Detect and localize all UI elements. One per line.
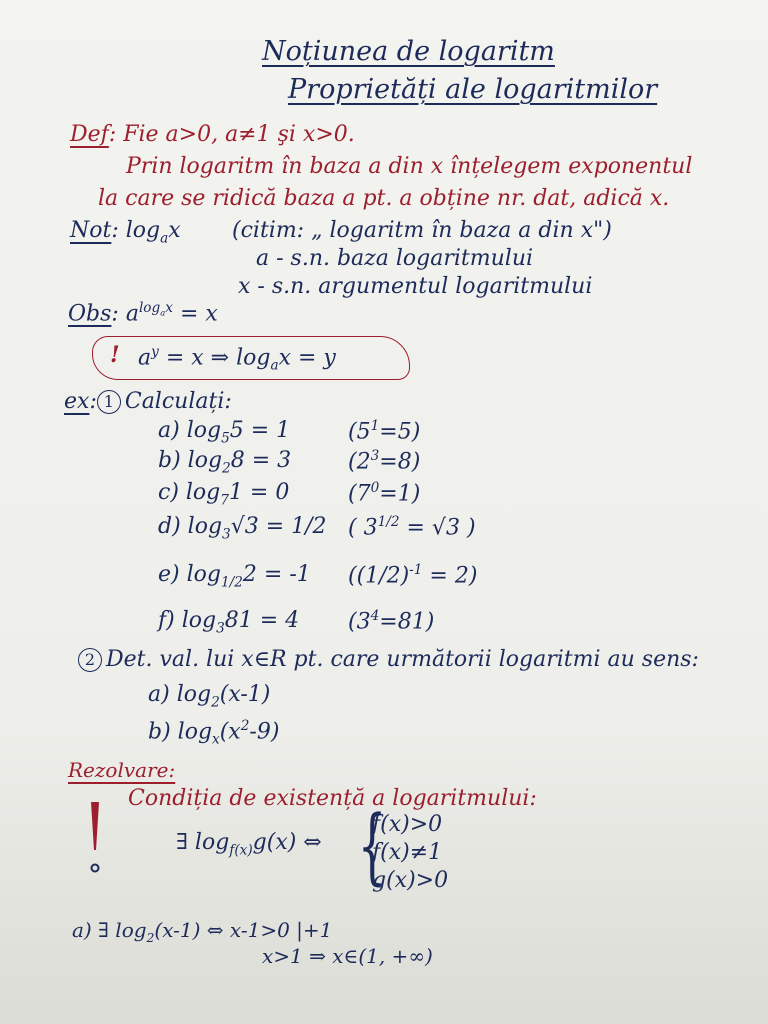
example1-check [348, 564, 477, 587]
example1-item: c) $\log_71 = 0$ [158, 480, 290, 509]
key-implies-log: = x ⇒ log [158, 345, 271, 371]
solution-label: Rezolvare: [68, 758, 176, 782]
example2-b-rest: -9) [249, 719, 280, 745]
example2-a-base: 2 [211, 694, 220, 711]
check-base: ( 3 [348, 515, 378, 541]
check-rest: =81) [379, 609, 435, 635]
example2-b-exp: 2 [240, 718, 250, 734]
observation-line [68, 302, 218, 325]
notation-base: a [160, 230, 169, 247]
item-base: 7 [220, 492, 229, 509]
check-rest: = √3 ) [399, 515, 476, 541]
example1-item: b) $\log_28 = 3$ [158, 448, 292, 477]
check-base: (5 [348, 419, 371, 445]
warning-mark-icon [88, 800, 102, 880]
check-rest: =1) [379, 481, 421, 507]
item-base: 2 [222, 460, 231, 477]
example1-title: Calculați: [124, 389, 232, 414]
item-base: 5 [221, 430, 230, 447]
item-letter: b) [158, 448, 181, 473]
example2-b-letter: b) [148, 719, 171, 745]
check-base: ((1/2) [348, 563, 410, 589]
notation-arg: x [168, 218, 181, 243]
item-base: 1/2 [220, 574, 243, 591]
item-result: 2 = -1 [242, 562, 311, 587]
observation-exp-base: a [160, 307, 166, 318]
example2-b-base: x [212, 731, 220, 748]
example1-item: f) $\log_381 = 4$ [158, 608, 300, 637]
item-letter: c) [158, 480, 179, 505]
definition-label: Def [70, 122, 109, 147]
example2-b-arg: (x [219, 719, 241, 745]
item-letter: d) [158, 514, 181, 539]
observation-label: Obs [68, 301, 112, 327]
notation-line [70, 220, 181, 246]
item-result: √3 = 1/2 [230, 514, 327, 539]
example1-item: a) $\log_55 = 1$ [158, 418, 291, 447]
key-log-base: a [270, 357, 279, 374]
notation-base-def: a - s.n. baza logaritmului [256, 246, 534, 271]
key-identity [138, 346, 336, 373]
example2-item-a: a) $\log_2(x-1)$ [148, 682, 271, 711]
observation-rhs: = x [172, 301, 218, 327]
example2-number: 2 [78, 648, 102, 672]
check-base: (3 [348, 609, 371, 635]
example1-check [348, 516, 476, 539]
observation-exp-arg: x [165, 300, 173, 316]
key-exp: y [151, 344, 159, 360]
brace-icon: { [357, 799, 387, 894]
item-letter: f) [158, 608, 175, 633]
definition-line1 [70, 124, 355, 146]
example1-item: d) $\log_3√3 = 1/2$ [158, 514, 327, 543]
item-base: 3 [222, 526, 231, 543]
item-result: 1 = 0 [228, 480, 290, 505]
notation-arg-def: x - s.n. argumentul logaritmului [238, 274, 593, 299]
check-exp: -1 [409, 562, 423, 578]
check-exp: 3 [370, 448, 380, 464]
example1-heading: ex: 1 Calculați: [64, 389, 232, 414]
condition-3: g(x)>0 [372, 868, 449, 893]
check-base: (7 [348, 481, 371, 507]
notation-reading: (citim: „ logaritm în baza a din x") [232, 218, 612, 243]
example2-title: Det. val. lui x∈R pt. care următorii logaritmi au sens: [106, 647, 699, 672]
example1-item: e) $\log_{1/2}2 = -1$ [158, 562, 311, 591]
check-exp: 1 [370, 418, 380, 434]
observation-exp-log: log [138, 300, 161, 316]
example1-check [348, 610, 434, 633]
solution-a-condition: (x-1) ⇔ x-1>0 |+1 [154, 918, 333, 942]
item-result: 5 = 1 [229, 418, 291, 443]
item-result: 8 = 3 [230, 448, 292, 473]
check-exp: 4 [370, 608, 380, 624]
item-result: 81 = 4 [224, 608, 300, 633]
check-exp: 0 [370, 480, 380, 496]
item-letter: e) [158, 562, 180, 587]
solution-a-base: 2 [146, 930, 155, 945]
item-letter: a) [158, 418, 180, 443]
solution-a-line1 [72, 920, 332, 944]
item-base: 3 [216, 620, 225, 637]
exists-arg: g(x) ⇔ [252, 830, 322, 855]
example2-a-arg: (x-1) [219, 682, 271, 707]
example1-check [348, 420, 420, 443]
observation-base: : a [111, 301, 139, 327]
definition-text1: : Fie a>0, a≠1 şi x>0. [108, 122, 355, 147]
example2-item-b: b) $\log_x(x^2-9)$ [148, 718, 280, 748]
example1-number: 1 [97, 390, 121, 414]
solution-a-log: a) ∃ log [72, 918, 147, 942]
definition-line2: Prin logaritm în baza a din x înțelegem exponentul [126, 154, 693, 179]
condition-heading: Condiția de existență a logaritmului: [128, 786, 537, 811]
notation-log: : log [111, 218, 161, 243]
solution-a-line2: x>1 ⇒ x∈(1, +∞) [262, 944, 433, 968]
example1-check [348, 482, 420, 505]
page-subtitle: Proprietăți ale logaritmilor [288, 74, 658, 105]
definition-line3: la care se ridică baza a pt. a obține nr. dat, adică x. [98, 186, 670, 211]
example1-check [348, 450, 420, 473]
check-rest: =8) [379, 449, 421, 475]
example2-heading [78, 648, 699, 672]
example2-a-letter: a) [148, 682, 170, 707]
condition-2: f(x)≠1 [372, 840, 443, 865]
example1-label: ex [64, 389, 90, 414]
existence-statement [176, 832, 322, 858]
exists-base: f(x) [229, 842, 253, 859]
notation-label: Not [70, 218, 112, 243]
key-base: a [138, 345, 152, 371]
check-exp: 1/2 [377, 514, 400, 530]
check-rest: = 2) [422, 563, 478, 589]
check-rest: =5) [379, 419, 421, 445]
condition-1: f(x)>0 [372, 812, 443, 837]
check-base: (2 [348, 449, 371, 475]
page-title: Noțiunea de logaritm [262, 36, 555, 67]
exists-log: ∃ log [176, 830, 230, 855]
exclamation-icon: ! [110, 342, 120, 368]
key-log-result: x = y [278, 345, 336, 371]
